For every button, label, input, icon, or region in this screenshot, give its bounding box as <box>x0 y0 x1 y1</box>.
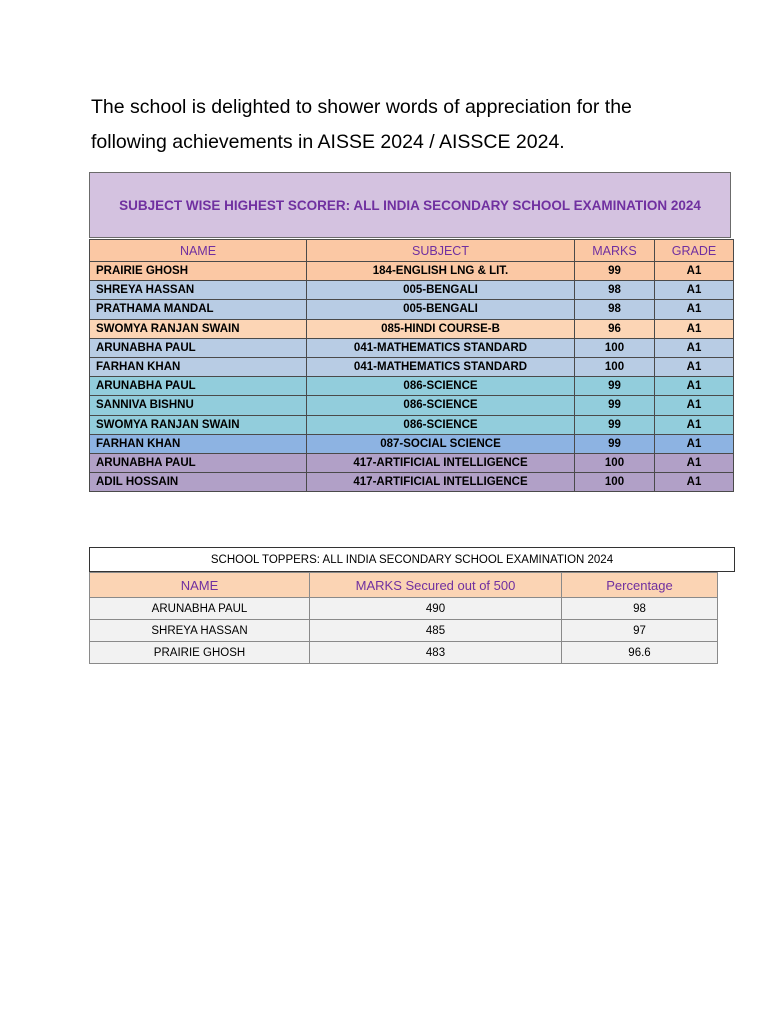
student-name-cell: FARHAN KHAN <box>90 357 307 376</box>
subject-cell: 005-BENGALI <box>307 281 575 300</box>
percentage-cell: 96.6 <box>562 642 718 664</box>
toppers-table-header-row <box>90 573 718 598</box>
grade-cell: A1 <box>655 262 734 281</box>
grade-cell: A1 <box>655 473 734 492</box>
table-row <box>90 338 734 357</box>
student-name-cell: ARUNABHA PAUL <box>90 377 307 396</box>
student-name-cell: PRAIRIE GHOSH <box>90 262 307 281</box>
table-row <box>90 319 734 338</box>
subject-table-header-row <box>90 240 734 262</box>
student-name-cell: ARUNABHA PAUL <box>90 453 307 472</box>
table-row <box>90 415 734 434</box>
marks-cell: 99 <box>575 434 655 453</box>
subject-cell: 086-SCIENCE <box>307 415 575 434</box>
grade-cell: A1 <box>655 281 734 300</box>
header-subject: SUBJECT <box>307 240 575 262</box>
percentage-cell: 97 <box>562 620 718 642</box>
marks-cell: 99 <box>575 262 655 281</box>
student-name-cell: SWOMYA RANJAN SWAIN <box>90 415 307 434</box>
subject-cell: 417-ARTIFICIAL INTELLIGENCE <box>307 473 575 492</box>
table-row <box>90 300 734 319</box>
table-row <box>90 262 734 281</box>
marks-cell: 485 <box>310 620 562 642</box>
table-row <box>90 453 734 472</box>
subject-cell: 184-ENGLISH LNG & LIT. <box>307 262 575 281</box>
grade-cell: A1 <box>655 300 734 319</box>
grade-cell: A1 <box>655 319 734 338</box>
grade-cell: A1 <box>655 377 734 396</box>
student-name-cell: ARUNABHA PAUL <box>90 598 310 620</box>
toppers-table-title: SCHOOL TOPPERS: ALL INDIA SECONDARY SCHOOL EXAMINATION 2024 <box>89 547 735 572</box>
subject-cell: 087-SOCIAL SCIENCE <box>307 434 575 453</box>
student-name-cell: PRAIRIE GHOSH <box>90 642 310 664</box>
header-name: NAME <box>90 240 307 262</box>
marks-cell: 483 <box>310 642 562 664</box>
table-row <box>90 642 718 664</box>
subject-cell: 041-MATHEMATICS STANDARD <box>307 357 575 376</box>
student-name-cell: ADIL HOSSAIN <box>90 473 307 492</box>
table-row <box>90 396 734 415</box>
marks-cell: 96 <box>575 319 655 338</box>
marks-cell: 99 <box>575 377 655 396</box>
header-grade: GRADE <box>655 240 734 262</box>
table-row <box>90 473 734 492</box>
intro-line-2: following achievements in AISSE 2024 / AISSCE 2024. <box>91 131 565 153</box>
subject-cell: 085-HINDI COURSE-B <box>307 319 575 338</box>
grade-cell: A1 <box>655 415 734 434</box>
marks-cell: 99 <box>575 396 655 415</box>
subject-cell: 041-MATHEMATICS STANDARD <box>307 338 575 357</box>
header-marks-secured: MARKS Secured out of 500 <box>310 573 562 598</box>
grade-cell: A1 <box>655 396 734 415</box>
student-name-cell: SHREYA HASSAN <box>90 281 307 300</box>
table-row <box>90 281 734 300</box>
student-name-cell: SANNIVA BISHNU <box>90 396 307 415</box>
marks-cell: 100 <box>575 338 655 357</box>
student-name-cell: SHREYA HASSAN <box>90 620 310 642</box>
grade-cell: A1 <box>655 338 734 357</box>
table-row <box>90 598 718 620</box>
subject-cell: 086-SCIENCE <box>307 377 575 396</box>
grade-cell: A1 <box>655 453 734 472</box>
marks-cell: 100 <box>575 357 655 376</box>
table-row <box>90 377 734 396</box>
marks-cell: 98 <box>575 300 655 319</box>
marks-cell: 98 <box>575 281 655 300</box>
student-name-cell: SWOMYA RANJAN SWAIN <box>90 319 307 338</box>
student-name-cell: ARUNABHA PAUL <box>90 338 307 357</box>
percentage-cell: 98 <box>562 598 718 620</box>
marks-cell: 100 <box>575 473 655 492</box>
subject-wise-table <box>89 239 734 492</box>
header-marks: MARKS <box>575 240 655 262</box>
intro-text <box>91 90 731 160</box>
student-name-cell: FARHAN KHAN <box>90 434 307 453</box>
header-name: NAME <box>90 573 310 598</box>
marks-cell: 99 <box>575 415 655 434</box>
subject-cell: 005-BENGALI <box>307 300 575 319</box>
school-toppers-table <box>89 572 718 664</box>
student-name-cell: PRATHAMA MANDAL <box>90 300 307 319</box>
subject-table-title: SUBJECT WISE HIGHEST SCORER: ALL INDIA SECONDARY SCHOOL EXAMINATION 2024 <box>89 172 731 238</box>
header-percentage: Percentage <box>562 573 718 598</box>
grade-cell: A1 <box>655 357 734 376</box>
subject-cell: 417-ARTIFICIAL INTELLIGENCE <box>307 453 575 472</box>
table-row <box>90 357 734 376</box>
intro-line-1: The school is delighted to shower words of appreciation for the <box>91 96 632 118</box>
subject-cell: 086-SCIENCE <box>307 396 575 415</box>
marks-cell: 100 <box>575 453 655 472</box>
table-row <box>90 434 734 453</box>
grade-cell: A1 <box>655 434 734 453</box>
marks-cell: 490 <box>310 598 562 620</box>
table-row <box>90 620 718 642</box>
